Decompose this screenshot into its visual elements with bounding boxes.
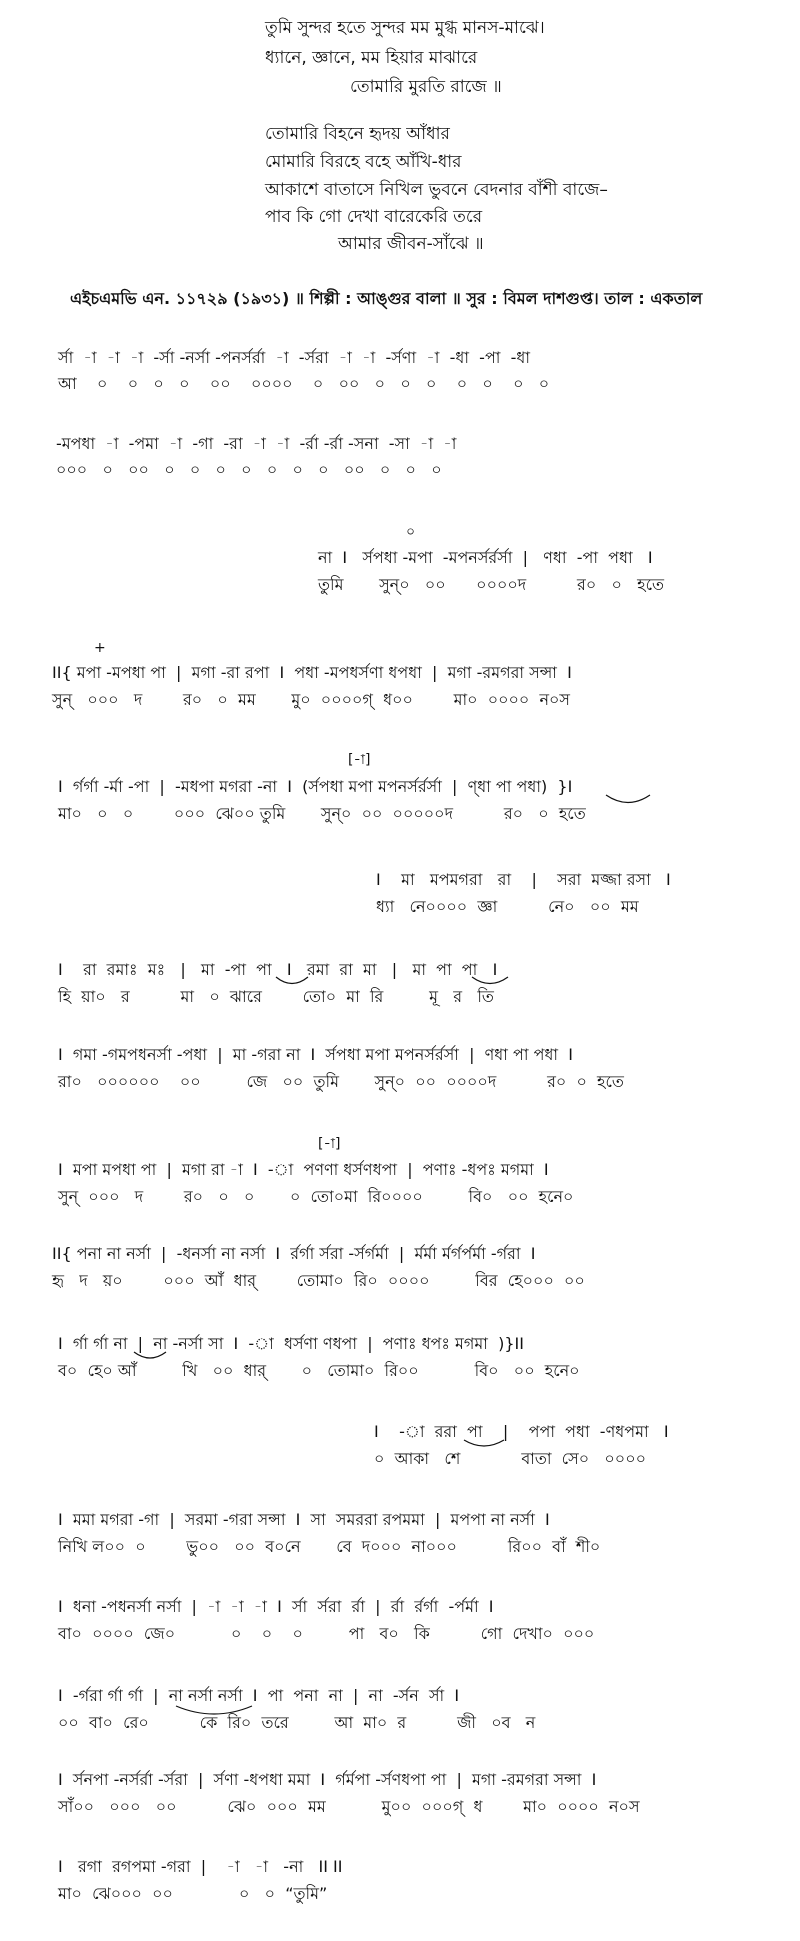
notation-line: I মা মপমগরা রা | সরা মজ্জা রসা I: [376, 870, 671, 889]
lyric-syllable-line: ০০০ ০ ০০ ০ ০ ০ ০ ০ ০ ০ ০০ ০ ০ ০: [56, 460, 442, 479]
lyric-syllable-line: হৃ দ য়০ ০০০ আঁ ধার্ তোমা০ রি০ ০০০০ বির হে০০০ ০০: [52, 1271, 585, 1290]
lyric-line-2: ধ্যানে, জ্ঞানে, মম হিয়ার মাঝারে: [265, 48, 478, 68]
recording-credit: এইচএমভি এন. ১১৭২৯ (১৯৩১) ॥ শিল্পী : আঙ্গুর বালা ॥ সুর : বিমল দাশগুপ্ত। তাল : একতাল: [70, 289, 703, 308]
lyric-line-3: তোমারি মুরতি রাজে ॥: [350, 77, 502, 97]
lyric-syllable-line: ব০ হে০ আঁ খি ০০ ধার্ ০ তোমা০ রি০০ বি০ ০০ হনে০: [58, 1361, 580, 1380]
lyric-syllable-line: ০ আকা শে বাতা সে০ ০০০০: [374, 1449, 647, 1468]
lyric-line-6: আকাশে বাতাসে নিখিল ভুবনে বেদনার বাঁশী বাজে–: [265, 180, 608, 200]
lyric-syllable-line: সাঁ০০ ০০০ ০০ ঝে০ ০০০ মম মু০০ ০০০গ্ ধ মা০ ০০০০ ন০স: [58, 1797, 640, 1816]
lyric-line-7: পাব কি গো দেখা বারেকেরি তরে: [265, 207, 483, 227]
lyric-syllable-line: হি য়া০ র মা ০ ঝারে তো০ মা রি মূ র তি: [58, 987, 494, 1006]
lyric-line-8: আমার জীবন-সাঁঝে ॥: [338, 234, 484, 254]
optional-note-mark: [-া]: [348, 752, 371, 768]
lyric-syllable-line: ০০ বা০ রে০ কে রি০ তরে আ মা০ র জী ০ব ন: [58, 1713, 536, 1732]
notation-line: II{ পনা না নর্সা | -ধনর্সা না নর্সা I র্রর্গা র্সরা -র্সর্গর্মা | র্মর্মা র্মর্গর্পর্মা -র্গরা I: [52, 1244, 536, 1263]
notation-line: I -া ররা পা | পপা পধা -ণধপমা I: [374, 1422, 669, 1441]
notation-line: I গমা -গমপধনর্সা -পধা | মা -গরা না I র্সপধা মপা মপনর্সর্রর্সা | ণধা পা পধা I: [58, 1045, 573, 1064]
tala-mark: ০: [406, 524, 416, 540]
lyric-syllable-line: তুমি সুন্০ ০০ ০০০০দ র০ ০ হতে: [318, 575, 665, 594]
notation-line: I মমা মগরা -গা | সরমা -গরা সন্সা I সা সমররা রপমমা | মপপা না নর্সা I: [58, 1510, 550, 1529]
notation-line: I রগা রগপমা -গরা | -া -া -না II II: [58, 1857, 343, 1876]
notation-line: র্সা -া -া -া -র্সা -নর্সা -পনর্সর্রা -া -র্সরা -া -া -র্সণা -া -ধা -পা -ধা: [58, 348, 530, 367]
lyric-line-4: তোমারি বিহনে হৃদয় আঁধার: [265, 124, 450, 144]
notation-line: II{ মপা -মপধা পা | মগা -রা রপা I পধা -মপধর্সণা ধপধা | মগা -রমগরা সন্সা I: [52, 663, 572, 682]
notation-line: I র্সনপা -নর্সর্রা -র্সরা | র্সণা -ধপধা মমা I র্গর্মপা -র্সণধপা পা | মগা -রমগরা সন্সা I: [58, 1770, 597, 1789]
lyric-syllable-line: রা০ ০০০০০০ ০০ জে ০০ তুমি সুন্০ ০০ ০০০০দ র০ ০ হতে: [58, 1072, 624, 1091]
notation-line: I র্গর্গা -র্মা -পা | -মধপা মগরা -না I (র্সপধা মপা মপনর্সর্রর্সা | ণ্ধা পা পধা) }I: [58, 777, 573, 796]
lyric-line-5: মোমারি বিরহে বহে আঁখি-ধার: [265, 152, 462, 172]
notation-line: I -র্গরা র্গা র্গা | না নর্সা নর্সা I পা পনা না | না -র্সন র্সা I: [58, 1686, 460, 1705]
lyric-syllable-line: মা০ ঝে০০০ ০০ ০ ০ “তুমি”: [58, 1884, 328, 1903]
notation-line: I মপা মপধা পা | মগা রা -া I -া পণণা ধর্সণধপা | পণাঃ -ধপঃ মগমা I: [58, 1160, 549, 1179]
lyric-syllable-line: আ ০ ০ ০ ০ ০০ ০০০০ ০ ০০ ০ ০ ০ ০ ০ ০ ০: [58, 374, 550, 393]
notation-line: I রা রমাঃ মঃ | মা -পা পা I রমা রা মা | মা পা পা I: [58, 960, 498, 979]
lyric-syllable-line: মা০ ০ ০ ০০০ ঝে০০ তুমি সুন্০ ০০ ০০০০০দ র০ ০ হতে: [58, 804, 586, 823]
notation-line: I র্গা র্গা না | না -নর্সা সা I -া ধর্সণা ণধপা | পণাঃ ধপঃ মগমা )}II: [58, 1334, 524, 1353]
lyric-syllable-line: বা০ ০০০০ জে০ ০ ০ ০ পা ব০ কি গো দেখা০ ০০০: [58, 1624, 595, 1643]
lyric-syllable-line: সুন্ ০০০ দ র০ ০ ০ ০ তো০মা রি০০০০ বি০ ০০ হনে০: [58, 1187, 574, 1206]
notation-line: না I র্সপধা -মপা -মপনর্সর্রর্সা | ণধা -পা পধা I: [318, 548, 653, 567]
notation-line: -মপধা -া -পমা -া -গা -রা -া -া -র্রা -র্রা -সনা -সা -া -া: [56, 434, 457, 453]
slur-mark: [606, 795, 650, 803]
notation-line: I ধনা -পধনর্সা নর্সা | -া -া -া I র্সা র্সরা র্রা | র্রা র্রর্গা -র্পর্মা I: [58, 1597, 494, 1616]
lyric-syllable-line: সুন্ ০০০ দ র০ ০ মম মু০ ০০০০গ্ ধ০০ মা০ ০০০০ ন০স: [52, 690, 571, 709]
tala-mark: +: [94, 640, 106, 656]
lyric-syllable-line: নিখি ল০০ ০ ভু০০ ০০ ব০নে বে দ০০০ না০০০ রি০০ বাঁ শী০: [58, 1537, 601, 1556]
optional-note-mark: [-া]: [318, 1136, 341, 1152]
lyric-syllable-line: ধ্যা নে০০০০ জ্ঞা নে০ ০০ মম: [376, 897, 639, 916]
lyric-line-1: তুমি সুন্দর হতে সুন্দর মম মুগ্ধ মানস-মাঝে।: [265, 18, 545, 38]
